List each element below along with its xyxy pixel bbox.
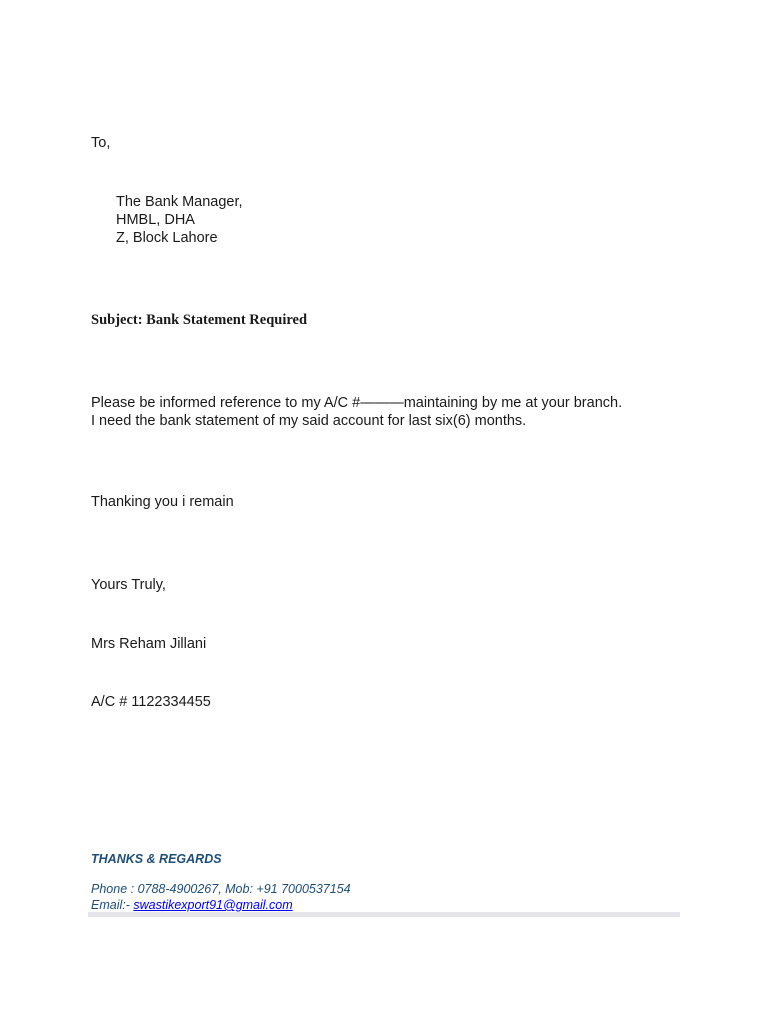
body-paragraph-line: Please be informed reference to my A/C #———maintaining by me at your branch.: [91, 395, 623, 411]
signature-divider: [88, 912, 680, 917]
recipient-line: HMBL, DHA: [116, 212, 195, 228]
signature-contact: [91, 881, 351, 913]
recipient-line: The Bank Manager,: [116, 194, 243, 210]
account-number: A/C # 1122334455: [91, 694, 211, 710]
signature-phone: Phone : 0788-4900267, Mob: +91 7000537154: [91, 882, 351, 896]
recipient-line: Z, Block Lahore: [116, 230, 218, 246]
signature-email-link[interactable]: swastikexport91@gmail.com: [133, 898, 293, 912]
body-paragraph-line: I need the bank statement of my said account for last six(6) months.: [91, 413, 527, 429]
signature-title: THANKS & REGARDS: [91, 852, 222, 866]
signature-email-label: Email:-: [91, 898, 134, 912]
recipient-address: [116, 193, 243, 247]
closing-line: Yours Truly,: [91, 577, 166, 593]
subject-line: Subject: Bank Statement Required: [91, 312, 308, 328]
thanks-line: Thanking you i remain: [91, 494, 234, 510]
signature-email-row: [91, 897, 351, 913]
salutation: To,: [91, 135, 111, 151]
letter-body: [91, 394, 622, 430]
sender-name: Mrs Reham Jillani: [91, 636, 207, 652]
